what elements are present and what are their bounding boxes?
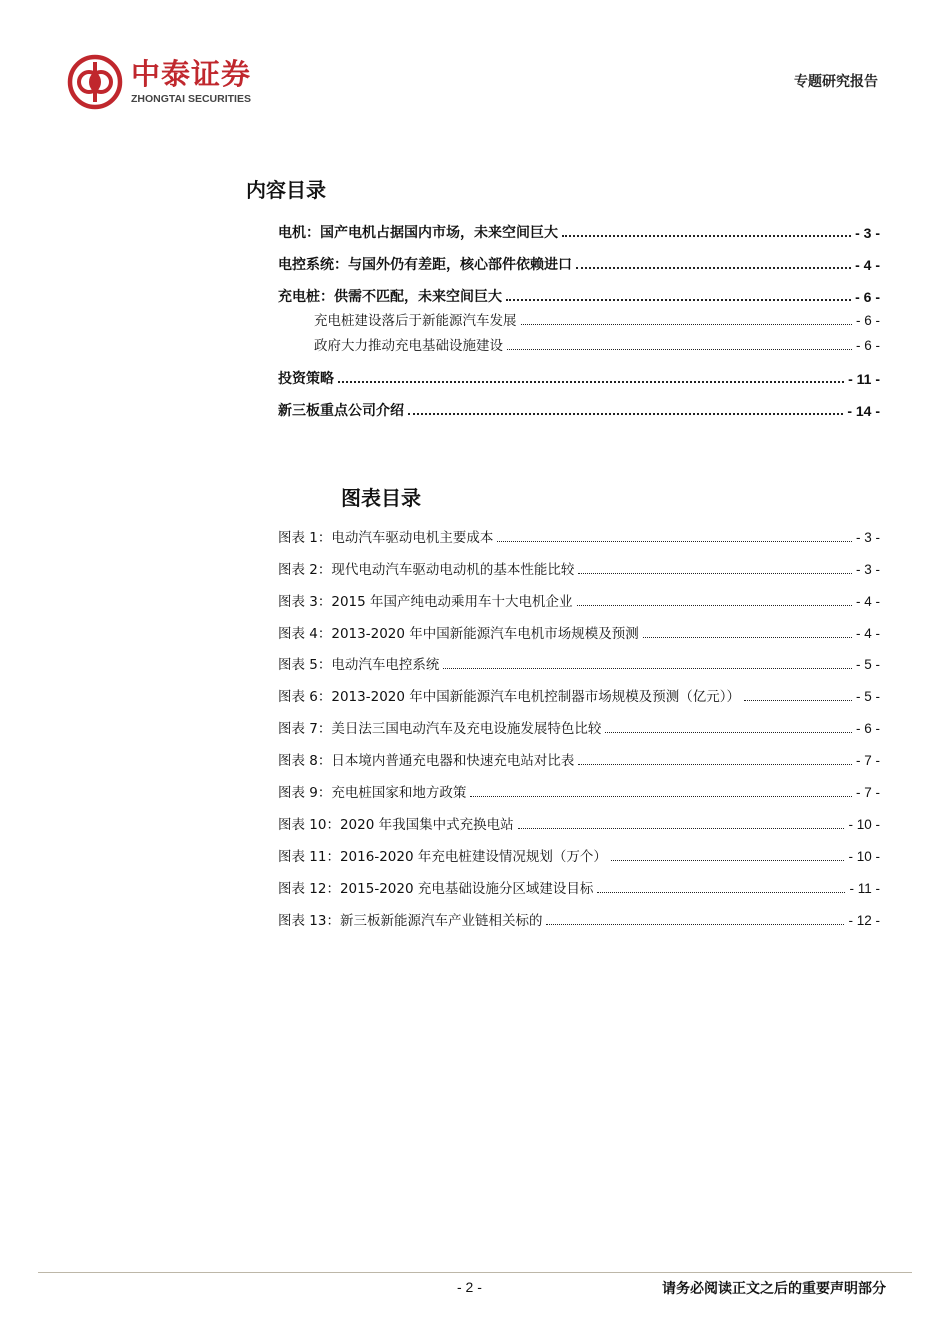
dot-leader [744, 700, 852, 701]
toc-entry-page: - 4 - [855, 257, 880, 273]
dot-leader [338, 381, 844, 383]
toc-entry-text: 投资策略 [278, 371, 334, 387]
toc-entry-page: - 6 - [855, 338, 880, 353]
figure-entry-text: 图表 11：2016-2020 年充电桩建设情况规划（万个） [278, 849, 607, 865]
dot-leader [562, 235, 851, 237]
dot-leader [611, 860, 845, 861]
figures-title: 图表目录 [341, 486, 421, 510]
dot-leader [408, 413, 843, 415]
figure-entry[interactable] [278, 848, 880, 866]
figure-entry[interactable] [278, 720, 880, 738]
figure-entry-page: - 12 - [848, 913, 880, 928]
figure-entry[interactable] [278, 561, 880, 579]
dot-leader [577, 605, 852, 606]
dot-leader [597, 892, 845, 893]
toc-entry[interactable] [278, 370, 880, 388]
figure-entry[interactable] [278, 593, 880, 611]
figure-entry-page: - 6 - [855, 721, 880, 736]
figure-entry-page: - 4 - [855, 594, 880, 609]
logo-chinese-name: 中泰证券 [131, 57, 252, 91]
figure-entry[interactable] [278, 784, 880, 802]
toc-entry[interactable] [278, 288, 880, 306]
dot-leader [518, 828, 845, 829]
figure-entry[interactable] [278, 688, 880, 706]
toc-entry-text: 新三板重点公司介绍 [278, 403, 404, 419]
figure-entry-page: - 10 - [848, 849, 880, 864]
figure-entry-text: 图表 6：2013-2020 年中国新能源汽车电机控制器市场规模及预测（亿元）） [278, 689, 741, 705]
company-logo [67, 54, 297, 114]
toc-entry-text: 充电桩：供需不匹配，未来空间巨大 [278, 289, 502, 305]
contents-title: 内容目录 [246, 178, 326, 202]
toc-subentry[interactable] [314, 312, 880, 330]
toc-entry[interactable] [278, 256, 880, 274]
dot-leader [576, 267, 851, 269]
figure-entry-text: 图表 4：2013-2020 年中国新能源汽车电机市场规模及预测 [278, 626, 639, 642]
report-type-label: 专题研究报告 [794, 74, 878, 90]
figure-entry-text: 图表 10：2020 年我国集中式充换电站 [278, 817, 514, 833]
figure-entry-page: - 3 - [855, 530, 880, 545]
toc-entry-text: 电机：国产电机占据国内市场，未来空间巨大 [278, 225, 558, 241]
toc-subentry[interactable] [314, 337, 880, 355]
dot-leader [546, 924, 844, 925]
dot-leader [470, 796, 852, 797]
figure-entry-page: - 10 - [848, 817, 880, 832]
logo-english-name: ZHONGTAI SECURITIES [131, 93, 251, 105]
figure-entry-text: 图表 13：新三板新能源汽车产业链相关标的 [278, 913, 543, 929]
figure-entry-text: 图表 9：充电桩国家和地方政策 [278, 785, 467, 801]
dot-leader [643, 637, 852, 638]
figure-entry-page: - 11 - [849, 881, 880, 896]
figure-entry-text: 图表 12：2015-2020 充电基础设施分区域建设目标 [278, 881, 594, 897]
toc-entry-page: - 11 - [848, 371, 880, 387]
figure-entry[interactable] [278, 625, 880, 643]
figure-entry-text: 图表 1：电动汽车驱动电机主要成本 [278, 530, 494, 546]
figure-entry-text: 图表 2：现代电动汽车驱动电动机的基本性能比较 [278, 562, 575, 578]
toc-entry-page: - 6 - [855, 289, 880, 305]
figure-entry-page: - 5 - [855, 657, 880, 672]
dot-leader [506, 299, 851, 301]
figure-entry-text: 图表 8：日本境内普通充电器和快速充电站对比表 [278, 753, 575, 769]
figure-entry-page: - 7 - [855, 785, 880, 800]
figure-entry-text: 图表 5：电动汽车电控系统 [278, 657, 440, 673]
figure-entry-page: - 3 - [855, 562, 880, 577]
footer-divider [38, 1272, 912, 1273]
toc-entry-text: 政府大力推动充电基础设施建设 [314, 338, 503, 354]
figure-entry[interactable] [278, 880, 880, 898]
dot-leader [605, 732, 852, 733]
logo-emblem-icon [67, 54, 123, 110]
figure-entry-page: - 5 - [855, 689, 880, 704]
toc-entry-text: 充电桩建设落后于新能源汽车发展 [314, 313, 517, 329]
dot-leader [507, 349, 852, 350]
dot-leader [443, 668, 852, 669]
figure-entry[interactable] [278, 656, 880, 674]
figure-entry[interactable] [278, 752, 880, 770]
figure-entry-text: 图表 3：2015 年国产纯电动乘用车十大电机企业 [278, 594, 573, 610]
toc-entry[interactable] [278, 402, 880, 420]
toc-entry-text: 电控系统：与国外仍有差距，核心部件依赖进口 [278, 257, 572, 273]
dot-leader [497, 541, 852, 542]
figure-entry[interactable] [278, 529, 880, 547]
disclaimer-note: 请务必阅读正文之后的重要声明部分 [662, 1281, 886, 1297]
dot-leader [578, 573, 852, 574]
toc-entry-page: - 6 - [855, 313, 880, 328]
figure-entry-page: - 7 - [855, 753, 880, 768]
toc-entry[interactable] [278, 224, 880, 242]
figure-entry-page: - 4 - [855, 626, 880, 641]
toc-entry-page: - 14 - [847, 403, 880, 419]
figure-entry[interactable] [278, 816, 880, 834]
page-number: - 2 - [457, 1279, 482, 1295]
dot-leader [521, 324, 852, 325]
dot-leader [578, 764, 852, 765]
toc-entry-page: - 3 - [855, 225, 880, 241]
figure-entry-text: 图表 7：美日法三国电动汽车及充电设施发展特色比较 [278, 721, 602, 737]
figure-entry[interactable] [278, 912, 880, 930]
